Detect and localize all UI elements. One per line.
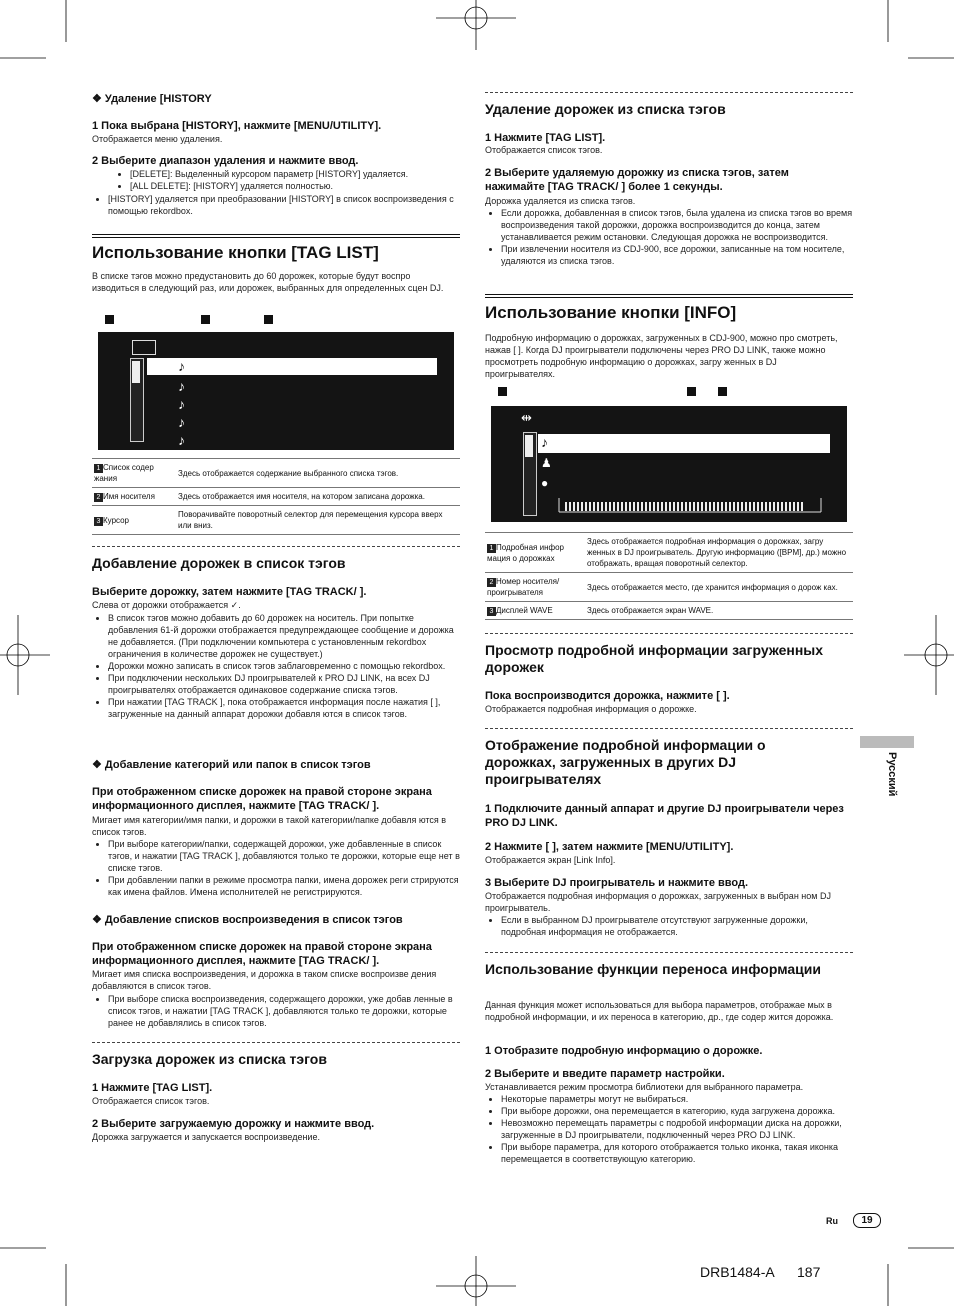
list-item: • [DELETE]: Выделенный курсором параметр [HISTORY] удаляется. xyxy=(130,168,470,180)
music-note-icon: ♪ xyxy=(178,396,185,412)
add-heading xyxy=(92,546,460,572)
playlist-bullets xyxy=(92,993,462,1029)
page-title: Использование кнопки [INFO] xyxy=(485,303,737,322)
others-bullets xyxy=(485,914,855,938)
document-code: DRB1484-A xyxy=(700,1264,775,1280)
callout-marker-2 xyxy=(201,315,210,324)
table-value: Здесь отображается имя носителя, на котором записана дорожка. xyxy=(176,488,460,506)
section-heading: Отображение подробной информации о дорожках, загруженных в других DJ проигрывателях xyxy=(485,737,766,787)
crop-mark-tl xyxy=(0,0,70,60)
playlist-step: При отображенном списке дорожек на правой стороне экрана информационного дисплея, нажмите [TAG TRACK/ ]. xyxy=(92,941,432,967)
load-step-2: 2 Выберите загружаемую дорожку и нажмите ввод. xyxy=(92,1118,375,1130)
music-note-icon: ♪ xyxy=(541,434,548,450)
album-icon: ● xyxy=(541,476,549,490)
callout-number: 3 xyxy=(487,607,496,616)
list-item: • При выборе списка воспроизведения, содержащего дорожки, уже добав ленные в список тэгов, и нажатии [TAG TRACK ], добавляются только те дорожки, которые ранее не добавлялись в список тэгов. xyxy=(108,993,462,1029)
load-step-1: 1 Нажмите [TAG LIST]. xyxy=(92,1082,213,1094)
list-item: • В список тэгов можно добавить до 60 дорожек на носитель. При попытке добавления 61-й дорожки отображается предупреждающее сообщение и дорожка не добавляется. (При подключении компьютера с установленным rekordbox ограничения в количестве дорожек не существует.) xyxy=(108,612,462,660)
section-heading: Использование функции переноса информации xyxy=(485,961,821,977)
table-row xyxy=(92,459,460,488)
table-value: Поворачивайте поворотный селектор для перемещения курсора вверх или вниз. xyxy=(176,506,460,535)
load-step-2-note: Дорожка загружается и запускается воспроизведение. xyxy=(92,1132,320,1142)
cursor-row[interactable] xyxy=(538,434,830,453)
scrollbar-thumb[interactable] xyxy=(132,361,140,383)
delete-history-title: ❖ Удаление [HISTORY xyxy=(92,93,212,105)
table-key: Курсор xyxy=(103,515,130,525)
others-step-2-note: Отображается экран [Link Info]. xyxy=(485,855,616,865)
tag-list-legend-table xyxy=(92,458,460,535)
load-heading xyxy=(92,1042,460,1068)
view-step: Пока воспроизводится дорожка, нажмите [ ]. xyxy=(485,690,730,702)
others-step-3: 3 Выберите DJ проигрыватель и нажмите ввод. xyxy=(485,877,749,889)
add-bullets xyxy=(92,612,462,720)
list-item: • [HISTORY] удаляется при преобразовании [HISTORY] в список воспроизведения с помощью rekordbox. xyxy=(108,193,468,217)
info-screen xyxy=(491,406,847,522)
table-key: Подробная инфор мация о дорожках xyxy=(487,542,564,563)
registration-mark-bottom xyxy=(436,1256,516,1306)
table-row xyxy=(485,533,853,573)
transfer-bullets xyxy=(485,1093,855,1165)
info-heading xyxy=(485,294,853,323)
others-heading xyxy=(485,728,853,788)
side-tab-language: Русский xyxy=(886,752,898,797)
tag-list-heading xyxy=(92,234,460,263)
registration-mark-left xyxy=(0,615,50,695)
delete-step-2: 2 Выберите диапазон удаления и нажмите ввод. xyxy=(92,155,359,167)
info-legend-table xyxy=(485,532,853,620)
list-item: • Невозможно перемещать параметры с подробой информации диска на дорожки, загруженные в DJ проигрыватели, подключенный через PRO DJ LINK. xyxy=(501,1117,855,1141)
delete-note-bullets xyxy=(92,193,468,217)
tag-list-screen xyxy=(98,332,454,450)
scrollbar[interactable] xyxy=(523,432,537,516)
list-item: • При извлечении носителя из CDJ-900, все дорожки, записанные на том носителе, удаляются из списка тэгов. xyxy=(501,243,855,267)
document-page: 187 xyxy=(797,1264,821,1280)
playlist-title: ❖ Добавление списков воспроизведения в список тэгов xyxy=(92,914,403,926)
table-value: Здесь отображается содержание выбранного списка тэгов. xyxy=(176,459,460,488)
table-key: Имя носителя xyxy=(103,492,155,501)
table-value: Здесь отображается подробная информация о дорожках, загру женных в DJ проигрыватель. Другую информацию ([BPM], др.) можно отображать, вращая поворотный селектор. xyxy=(585,533,853,573)
callout-number: 1 xyxy=(487,544,496,553)
section-heading: Просмотр подробной информации загруженных дорожек xyxy=(485,642,824,675)
artist-icon: ♟ xyxy=(541,456,552,470)
list-item: • При выборе категории/папки, содержащей дорожки, уже добавленные в список тэгов, и нажатии [TAG TRACK ], добавляются только те дорожки, которые еще нет в списке тэгов. xyxy=(108,838,462,874)
callout-marker-3 xyxy=(264,315,273,324)
callout-number: 2 xyxy=(487,578,496,587)
info-intro: Подробную информацию о дорожках, загруженных в CDJ-900, можно про смотреть, нажав [ ]. Когда DJ проигрыватели подключены через PRO DJ LINK, также можно просмотреть подробную информацию о дорожках, загру женных в DJ проигрывателях. xyxy=(485,333,838,379)
table-row xyxy=(92,488,460,506)
transfer-heading xyxy=(485,952,853,978)
info-display-figure xyxy=(485,384,853,524)
music-note-icon: ♪ xyxy=(178,358,185,374)
list-item: • Некоторые параметры могут не выбираться. xyxy=(501,1093,855,1105)
section-heading: Добавление дорожек в список тэгов xyxy=(92,555,346,571)
section-heading: Удаление дорожек из списка тэгов xyxy=(485,101,726,117)
remove-step-2-note: Дорожка удаляется из списка тэгов. xyxy=(485,196,636,206)
remove-heading xyxy=(485,92,853,118)
add-step: Выберите дорожку, затем нажмите [TAG TRACK/ ]. xyxy=(92,586,367,598)
callout-marker-1 xyxy=(105,315,114,324)
list-item: • При добавлении папки в режиме просмотра папки, имена дорожек реги стрируются как имена файлов. Имена исполнителей не регистрируются. xyxy=(108,874,462,898)
remove-step-2: 2 Выберите удаляемую дорожку из списка тэгов, затем нажимайте [TAG TRACK/ ] более 1 секунды. xyxy=(485,167,789,193)
page-title: Использование кнопки [TAG LIST] xyxy=(92,243,379,262)
crop-mark-br xyxy=(884,1246,954,1306)
category-title: ❖ Добавление категорий или папок в список тэгов xyxy=(92,759,371,771)
view-heading xyxy=(485,633,853,676)
list-item: • При выборе параметра, для которого отображается только иконка, такая иконка перемещается в соответствующую категорию. xyxy=(501,1141,855,1165)
section-heading: Загрузка дорожек из списка тэгов xyxy=(92,1051,327,1067)
table-row xyxy=(485,602,853,620)
table-key: Дисплей WAVE xyxy=(496,606,553,615)
table-key: Номер носителя/ проигрывателя xyxy=(487,577,560,597)
table-row xyxy=(92,506,460,535)
delete-bullets xyxy=(114,168,470,192)
delete-step-1-note: Отображается меню удаления. xyxy=(92,134,223,144)
callout-number: 3 xyxy=(94,517,103,526)
list-item: • [ALL DELETE]: [HISTORY] удаляется полностью. xyxy=(130,180,470,192)
callout-number: 1 xyxy=(94,464,103,473)
usb-icon: ⇹ xyxy=(521,410,532,425)
music-note-icon: ♪ xyxy=(178,432,185,448)
others-step-2: 2 Нажмите [ ], затем нажмите [MENU/UTILITY]. xyxy=(485,841,734,853)
list-item: • Дорожки можно записать в список тэгов заблаговременно с помощью rekordbox. xyxy=(108,660,462,672)
list-item: • При подключении нескольких DJ проигрывателей к PRO DJ LINK, на всех DJ проигрывателях отображается одинаковое содержание списка тэгов. xyxy=(108,672,462,696)
registration-mark-top xyxy=(436,0,516,50)
crop-mark-tr xyxy=(884,0,954,60)
category-bullets xyxy=(92,838,462,898)
callout-marker-1 xyxy=(498,387,507,396)
remove-step-1: 1 Нажмите [TAG LIST]. xyxy=(485,132,606,144)
table-key: Список содер жания xyxy=(94,463,154,483)
list-item: • Если дорожка, добавленная в список тэгов, была удалена из списка тэгов во время воспроизведения такой дорожки, дорожка воспроизводится до конца, затем устанавливается режим остановки. Следующая дорожка не воспроизводится. xyxy=(501,207,855,243)
transfer-intro: Данная функция может использоваться для выбора параметров, отображае мых в подробной информации, и их переноса в категорию, др., где содер жится дорожка. xyxy=(485,1000,834,1022)
scrollbar[interactable] xyxy=(130,358,144,442)
add-note: Слева от дорожки отображается ✓. xyxy=(92,600,241,610)
load-step-1-note: Отображается список тэгов. xyxy=(92,1096,210,1106)
others-step-1: 1 Подключите данный аппарат и другие DJ проигрыватели через PRO DJ LINK. xyxy=(485,803,844,829)
side-tab-bar xyxy=(860,736,914,748)
table-value: Здесь отображается экран WAVE. xyxy=(585,602,853,620)
media-icon xyxy=(132,340,156,355)
transfer-step-1: 1 Отобразите подробную информацию о дорожке. xyxy=(485,1045,763,1057)
remove-bullets xyxy=(485,207,855,267)
cursor-row[interactable] xyxy=(147,358,437,375)
table-row xyxy=(485,573,853,602)
callout-marker-2 xyxy=(687,387,696,396)
remove-step-1-note: Отображается список тэгов. xyxy=(485,145,603,155)
others-step-3-note: Отображается подробная информация о дорожках, загруженных в выбран ном DJ проигрыватель. xyxy=(485,891,831,913)
list-item: • Если в выбранном DJ проигрывателе отсутствуют загруженные дорожки, подробная информация не отображается. xyxy=(501,914,855,938)
transfer-step-2-note: Устанавливается режим просмотра библиотеки для выбранного параметра. xyxy=(485,1082,804,1092)
crop-mark-bl xyxy=(0,1246,70,1306)
callout-marker-3 xyxy=(718,387,727,396)
view-note: Отображается подробная информация о дорожке. xyxy=(485,704,697,714)
tag-list-intro: В списке тэгов можно предустановить до 60 дорожек, которые будут воспро изводиться в следующий раз, или дорожек, выбранных для определенных сцен DJ. xyxy=(92,271,444,293)
page-language: Ru xyxy=(826,1216,838,1226)
music-note-icon: ♪ xyxy=(178,378,185,394)
scrollbar-thumb[interactable] xyxy=(525,435,533,457)
category-note: Мигает имя категории/имя папки, и дорожки в такой категории/папке добавля ются в список тэгов. xyxy=(92,815,447,837)
music-note-icon: ♪ xyxy=(178,414,185,430)
table-value: Здесь отображается место, где хранится информация о дорож ках. xyxy=(585,573,853,602)
delete-step-1: 1 Пока выбрана [HISTORY], нажмите [MENU/UTILITY]. xyxy=(92,120,382,132)
list-item: • При нажатии [TAG TRACK ], пока отображается информация после нажатия [ ], загруженные на данный аппарат дорожки добавля ются в список тэгов. xyxy=(108,696,462,720)
callout-number: 2 xyxy=(94,493,103,502)
tag-list-display-figure xyxy=(92,312,462,452)
registration-mark-right xyxy=(904,615,954,695)
category-step: При отображенном списке дорожек на правой стороне экрана информационного дисплея, нажмите [TAG TRACK/ ]. xyxy=(92,786,432,812)
transfer-step-2: 2 Выберите и введите параметр настройки. xyxy=(485,1068,725,1080)
playlist-note: Мигает имя списка воспроизведения, и дорожка в таком списке воспроизве дения добавляются в список тэгов. xyxy=(92,969,437,991)
list-item: • При выборе дорожки, она перемещается в категорию, куда загружена дорожка. xyxy=(501,1105,855,1117)
wave-display xyxy=(557,492,823,514)
page-number: 19 xyxy=(853,1213,881,1228)
